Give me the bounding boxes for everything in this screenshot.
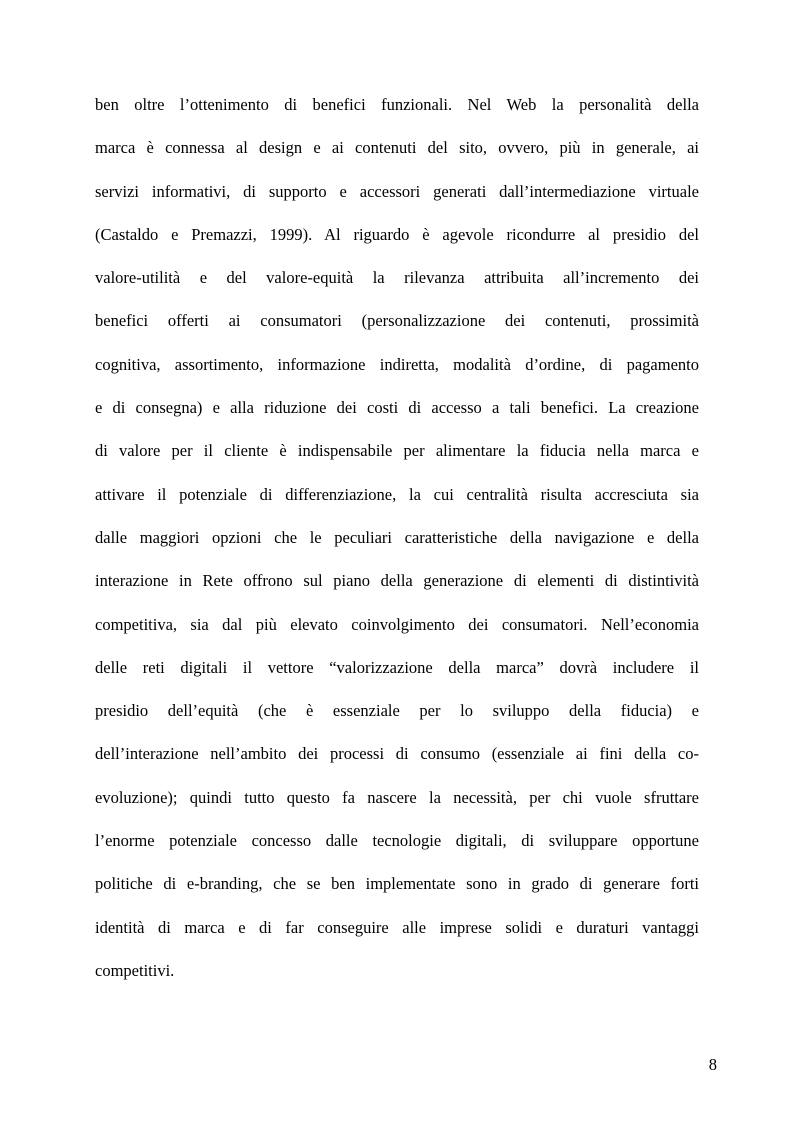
page-number: 8 bbox=[708, 1055, 717, 1074]
text-line: servizi informativi, di supporto e accessori generati dall’intermediazione virtuale bbox=[95, 181, 699, 201]
text-line: dell’interazione nell’ambito dei processi di consumo (essenziale ai fini della co- bbox=[95, 744, 699, 764]
text-line: (Castaldo e Premazzi, 1999). Al riguardo è agevole ricondurre al presidio del bbox=[95, 224, 699, 244]
text-line: evoluzione); quindi tutto questo fa nascere la necessità, per chi vuole sfruttare bbox=[95, 787, 699, 807]
text-line: presidio dell’equità (che è essenziale per lo sviluppo della fiducia) e bbox=[95, 701, 699, 721]
text-line: interazione in Rete offrono sul piano della generazione di elementi di distintività bbox=[95, 571, 699, 591]
text-line: e di consegna) e alla riduzione dei costi di accesso a tali benefici. La creazione bbox=[95, 398, 699, 418]
text-line: competitiva, sia dal più elevato coinvolgimento dei consumatori. Nell’economia bbox=[95, 614, 699, 634]
text-line: politiche di e-branding, che se ben implementate sono in grado di generare forti bbox=[95, 874, 699, 894]
text-line: benefici offerti ai consumatori (personalizzazione dei contenuti, prossimità bbox=[95, 311, 699, 331]
text-line: delle reti digitali il vettore “valorizzazione della marca” dovrà includere il bbox=[95, 657, 699, 677]
text-line: identità di marca e di far conseguire alle imprese solidi e duraturi vantaggi bbox=[95, 917, 699, 937]
text-line: dalle maggiori opzioni che le peculiari caratteristiche della navigazione e della bbox=[95, 527, 699, 547]
text-line: l’enorme potenziale concesso dalle tecnologie digitali, di sviluppare opportune bbox=[95, 831, 699, 851]
text-line: di valore per il cliente è indispensabile per alimentare la fiducia nella marca e bbox=[95, 441, 699, 461]
text-line: cognitiva, assortimento, informazione indiretta, modalità d’ordine, di pagamento bbox=[95, 354, 699, 374]
text-line: valore-utilità e del valore-equità la rilevanza attribuita all’incremento dei bbox=[95, 268, 699, 288]
text-line: marca è connessa al design e ai contenuti del sito, ovvero, più in generale, ai bbox=[95, 138, 699, 158]
text-line: competitivi. bbox=[95, 960, 175, 980]
text-line: ben oltre l’ottenimento di benefici funzionali. Nel Web la personalità della bbox=[95, 95, 699, 114]
text-line: attivare il potenziale di differenziazione, la cui centralità risulta accresciuta sia bbox=[95, 484, 699, 504]
body-paragraph bbox=[95, 90, 699, 999]
